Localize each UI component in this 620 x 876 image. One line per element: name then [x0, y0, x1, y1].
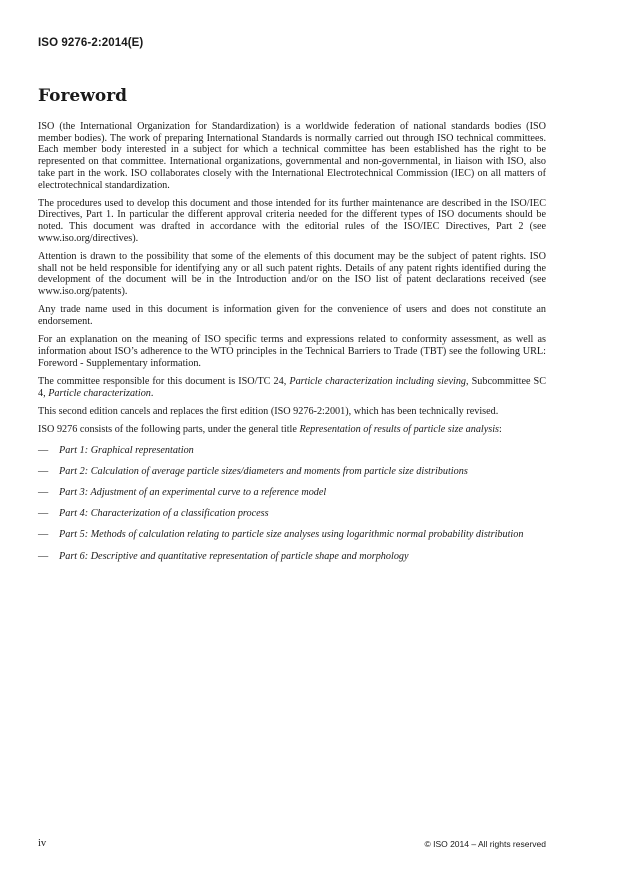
committee-text-2: , Subcommittee SC 4,: [38, 375, 547, 399]
list-item-text: Part 3: Adjustment of an experimental curve to a reference model: [59, 487, 327, 499]
committee-name: Particle characterization including sieving: [289, 375, 467, 387]
list-item: [38, 487, 546, 499]
paragraph-iso-intro: ISO (the International Organization for Standardization) is a worldwide federation of national standards bodies (ISO member bodies). The work of preparing International Standards is normally carried out through ISO technical committees. Each member body interested in a subject for which a technical committee has been established has the right to be represented on that committee. International organizations, governmental and non-governmental, in liaison with ISO, also take part in the work. ISO collaborates closely with the International Electrotechnical Commission (IEC) on all matters of electrotechnical standardization.: [38, 121, 546, 191]
foreword-body: [38, 121, 546, 572]
list-dash: —: [38, 465, 49, 477]
paragraph-patents: Attention is drawn to the possibility that some of the elements of this document may be the subject of patent rights. ISO shall not be held responsible for identifying any or all such patent rights. Details of any patent rights identified during the development of the document will be in the Introduction and/or on the ISO list of patent declarations received (see www.iso.org/patents).: [38, 251, 546, 298]
committee-text-1: The committee responsible for this document is ISO/TC 24,: [38, 375, 290, 387]
paragraph-procedures: The procedures used to develop this document and those intended for its further maintenance are described in the ISO/IEC Directives, Part 1. In particular the different approval criteria needed for the different types of ISO documents should be noted. This document was drafted in accordance with the editorial rules of the ISO/IEC Directives, Part 2 (see www.iso.org/directives).: [38, 197, 546, 244]
list-item: [38, 445, 546, 457]
list-dash: —: [38, 444, 49, 456]
parts-intro-colon: :: [499, 423, 502, 435]
document-id: ISO 9276-2:2014(E): [38, 37, 144, 49]
page-title: Foreword: [38, 86, 128, 106]
list-item-text: Part 2: Calculation of average particle sizes/diameters and moments from particle size distributions: [59, 465, 468, 477]
list-dash: —: [38, 508, 49, 520]
paragraph-conformity: For an explanation on the meaning of ISO specific terms and expressions related to conformity assessment, as well as information about ISO’s adherence to the WTO principles in the Technical Barriers to Trade (TBT) see the following URL: Foreword - Supplementary information.: [38, 334, 546, 369]
list-item-text: Part 1: Graphical representation: [59, 444, 194, 456]
paragraph-edition: This second edition cancels and replaces the first edition (ISO 9276-2:2001), which has been technically revised.: [38, 405, 499, 417]
list-item: [38, 508, 546, 520]
paragraph-committee: [38, 376, 546, 399]
list-item-text: Part 6: Descriptive and quantitative representation of particle shape and morphology: [59, 550, 409, 562]
parts-intro-text: ISO 9276 consists of the following parts, under the general title: [38, 423, 300, 435]
list-item: [38, 466, 546, 478]
page-number: iv: [38, 838, 47, 849]
copyright-notice: © ISO 2014 – All rights reserved: [424, 839, 546, 849]
general-title: Representation of results of particle size analysis: [299, 423, 500, 435]
paragraph-parts-intro: [38, 424, 546, 436]
list-dash: —: [38, 487, 49, 499]
list-item-text: Part 5: Methods of calculation relating to particle size analyses using logarithmic normal probability distribution: [59, 529, 524, 541]
list-dash: —: [38, 550, 49, 562]
list-dash: —: [38, 529, 49, 541]
subcommittee-name: Particle characterization: [48, 387, 151, 399]
list-item: [38, 529, 546, 541]
list-item-text: Part 4: Characterization of a classification process: [59, 508, 269, 520]
paragraph-trade-name: Any trade name used in this document is information given for the convenience of users and does not constitute an endorsement.: [38, 304, 546, 328]
committee-text-3: .: [150, 387, 154, 399]
list-item: [38, 551, 546, 563]
parts-list: [38, 445, 546, 563]
